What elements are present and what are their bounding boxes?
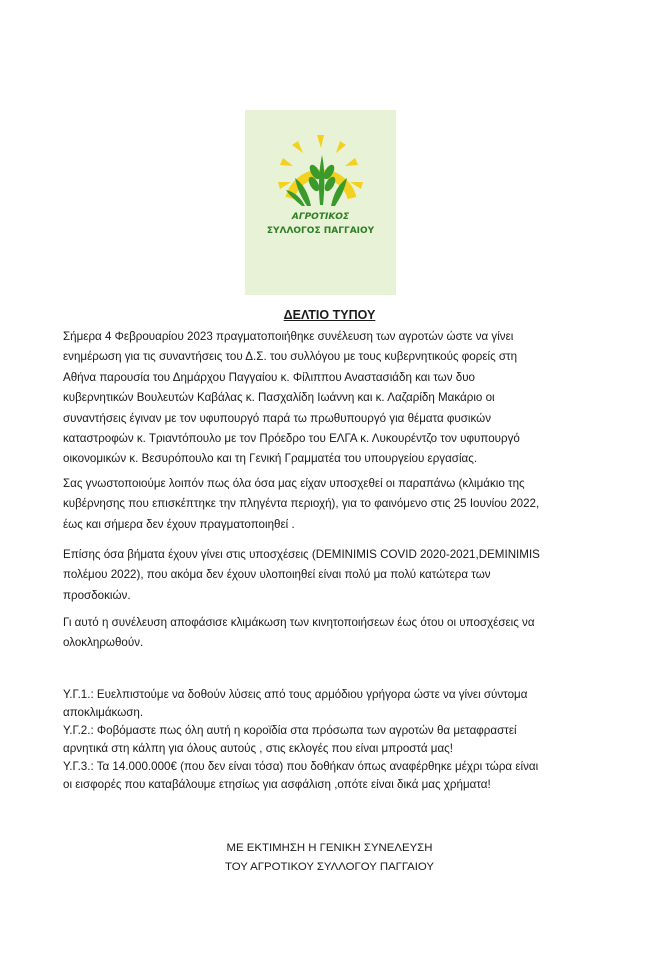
paragraph-line: συναντήσεις έγιναν με τον υφυπουργό παρά τω πρωθυπουργό για θέματα φυσικών: [63, 411, 492, 425]
paragraph-deminimis: [63, 545, 623, 606]
paragraph-line: καταστροφών κ. Τριαντόπουλο με τον Πρόεδρο του ΕΛΓΑ κ. Λυκουρέντζο τον υφυπουργό: [63, 432, 520, 446]
note-line: αρνητικά στη κάλπη για όλους αυτούς , στις εκλογές που είναι μπροστά μας!: [63, 742, 453, 755]
signature-line: ΜΕ ΕΚΤΙΜΗΣΗ Η ΓΕΝΙΚΗ ΣΥΝΕΛΕΥΣΗ: [226, 842, 433, 854]
paragraph-line: Σας γνωστοποιούμε λοιπόν πως όλα όσα μας είχαν υποσχεθεί οι παραπάνω (κλιμάκιο της: [63, 477, 525, 490]
paragraph-escalation: [63, 613, 623, 654]
paragraph-meeting: [63, 327, 623, 470]
logo-text-line2: ΣΥΛΛΟΓΟΣ ΠΑΓΓΑΙΟΥ: [266, 226, 375, 236]
paragraph-line: κυβέρνησης που επισκέπτηκε την πληγέντα περιοχή), για το φαινόμενο στις 25 Ιουνίου 2022,: [63, 497, 540, 511]
paragraph-line: οικονομικών κ. Βεσυρόπουλο και τη Γενική Γραμματέα του υπουργείου εργασίας.: [63, 452, 478, 466]
paragraph-line: προσδοκιών.: [63, 588, 131, 602]
paragraph-line: έως και σήμερα δεν έχουν πραγματοποιηθεί .: [63, 517, 295, 531]
signature-line: ΤΟΥ ΑΓΡΟΤΙΚΟΥ ΣΥΛΛΟΓΟΥ ΠΑΓΓΑΙΟΥ: [224, 861, 435, 873]
paragraph-line: Σήμερα 4 Φεβρουαρίου 2023 πραγματοποιήθηκε συνέλευση των αγροτών ώστε να γίνει: [63, 330, 514, 343]
note-line: αποκλιμάκωση.: [63, 706, 144, 719]
note-line: Υ.Γ.3.: Τα 14.000.000€ (που δεν είναι τόσα) που δοθήκαν όπως αναφέρθηκε μέχρι τώρα είναι: [63, 760, 539, 773]
sun-wheat-logo-icon: [245, 110, 396, 295]
signature-block: [0, 839, 659, 877]
association-logo: [245, 110, 396, 295]
paragraph-line: Γι αυτό η συνέλευση αποφάσισε κλιμάκωση των κινητοποιήσεων έως ότου οι υποσχέσεις να: [63, 616, 535, 629]
paragraph-line: Επίσης όσα βήματα έχουν γίνει στις υποσχέσεις (DEMINIMIS COVID 2020-2021,DEMINIMIS: [63, 548, 540, 561]
note-line: Υ.Γ.1.: Ευελπιστούμε να δοθούν λύσεις από τους αρμόδιου γρήγορα ώστε να γίνει σύντομα: [63, 688, 528, 701]
paragraph-line: πολέμου 2022), που ακόμα δεν έχουν υλοποιηθεί είναι πολύ μα πολύ κατώτερα των: [63, 568, 491, 582]
document-title: ΔΕΛΤΙΟ ΤΥΠΟΥ: [283, 308, 376, 322]
paragraph-line: κυβερνητικών Βουλευτών Καβάλας κ. Πασχαλίδη Ιωάννη και κ. Λαζαρίδη Μακάριο οι: [63, 391, 495, 405]
paragraph-line: Αθήνα παρουσία του Δημάρχου Παγγαίου κ. Φίλιππου Αναστασιάδη και των δυο: [63, 370, 475, 384]
note-line: Υ.Γ.2.: Φοβόμαστε πως όλη αυτή η κοροϊδία στα πρόσωπα των αγροτών θα μεταφραστεί: [63, 724, 517, 737]
paragraph-promises: [63, 474, 623, 535]
paragraph-line: ολοκληρωθούν.: [63, 636, 144, 650]
note-line: οι εισφορές που καταβάλουμε ετησίως για ασφάλιση ,οπότε είναι δικά μας χρήματα!: [63, 778, 491, 791]
postscript-notes: [63, 686, 623, 794]
paragraph-line: ενημέρωση για τις συναντήσεις του Δ.Σ. του συλλόγου με τους κυβερνητικούς φορείς στη: [63, 350, 518, 364]
logo-text-line1: ΑΓΡΟΤΙΚΟΣ: [291, 212, 350, 222]
